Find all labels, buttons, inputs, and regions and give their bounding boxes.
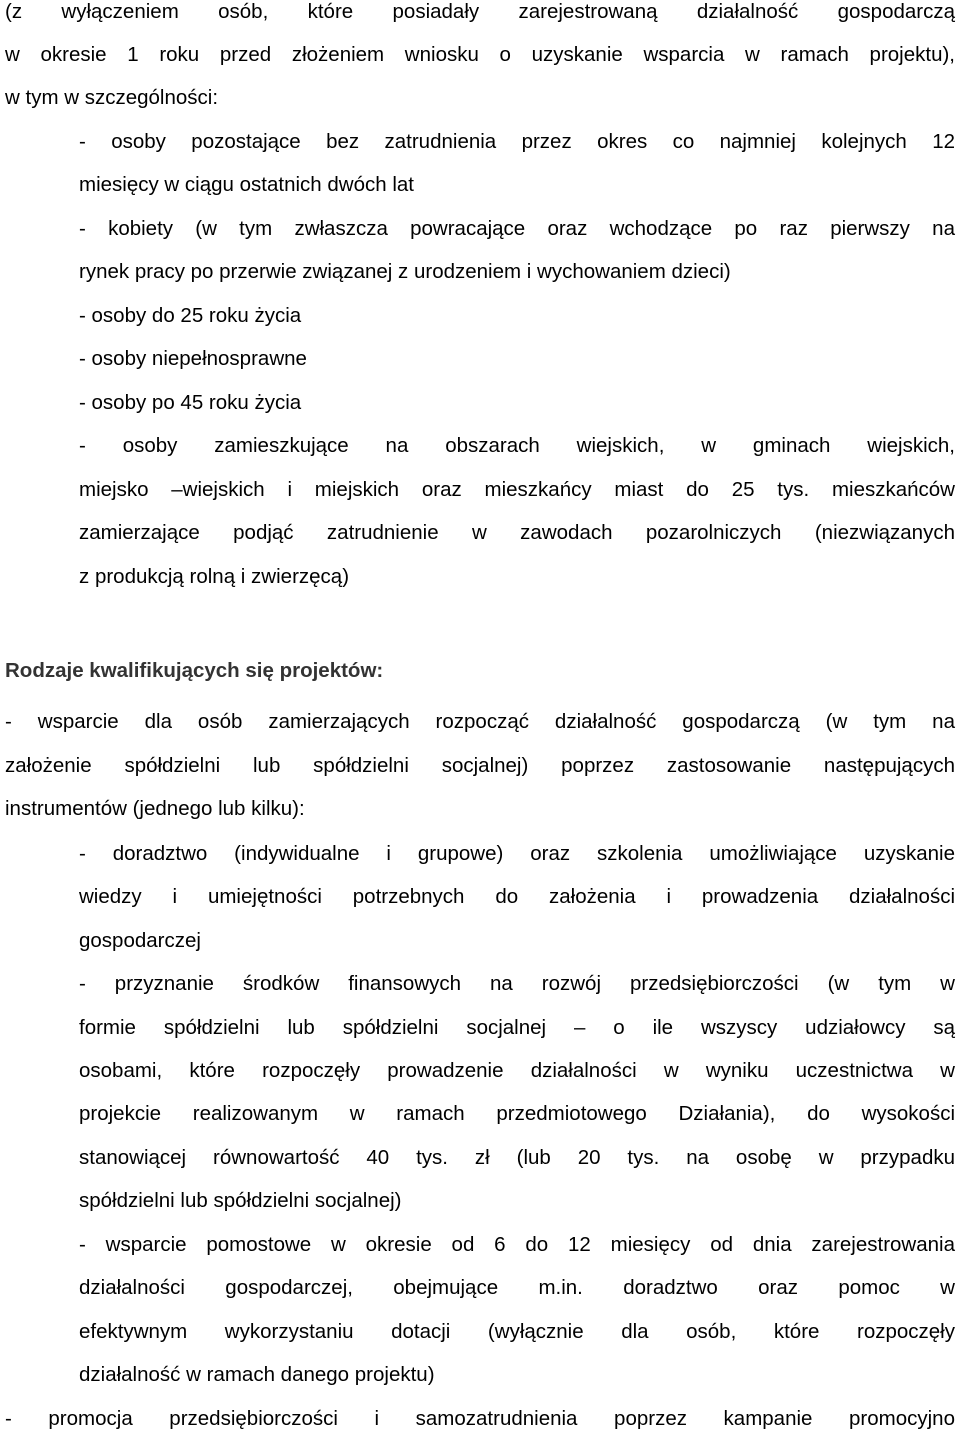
list-item: spółdzielni lub spółdzielni socjalnej) — [79, 1189, 402, 1212]
list-item: - osoby do 25 roku życia — [79, 304, 302, 327]
list-item: z produkcją rolną i zwierzęcą) — [79, 565, 350, 588]
list-item: - kobiety (w tym zwłaszcza powracające oraz wchodzące po raz pierwszy na — [79, 217, 955, 240]
intro-line: w tym w szczególności: — [5, 86, 219, 109]
intro-line: (z wyłączeniem osób, które posiadały zarejestrowaną działalność gospodarczą — [5, 0, 955, 23]
list-item: miesięcy w ciągu ostatnich dwóch lat — [79, 173, 414, 196]
list-item: - przyznanie środków finansowych na rozwój przedsiębiorczości (w tym w — [79, 972, 955, 995]
list-item: zamierzające podjąć zatrudnienie w zawodach pozarolniczych (niezwiązanych — [79, 521, 955, 544]
list-item: gospodarczej — [79, 929, 201, 952]
list-item: działalność w ramach danego projektu) — [79, 1363, 435, 1386]
intro-line: w okresie 1 roku przed złożeniem wniosku o uzyskanie wsparcia w ramach projektu), — [5, 43, 955, 66]
paragraph-line: - promocja przedsiębiorczości i samozatrudnienia poprzez kampanie promocyjno — [5, 1407, 955, 1430]
section-heading: Rodzaje kwalifikujących się projektów: — [5, 659, 384, 682]
list-item: - wsparcie pomostowe w okresie od 6 do 12 miesięcy od dnia zarejestrowania — [79, 1233, 955, 1256]
list-item: - osoby pozostające bez zatrudnienia przez okres co najmniej kolejnych 12 — [79, 130, 955, 153]
list-item: - doradztwo (indywidualne i grupowe) oraz szkolenia umożliwiające uzyskanie — [79, 842, 955, 865]
paragraph-line: instrumentów (jednego lub kilku): — [5, 797, 305, 820]
list-item: formie spółdzielni lub spółdzielni socjalnej – o ile wszyscy udziałowcy są — [79, 1016, 955, 1039]
list-item: rynek pracy po przerwie związanej z urodzeniem i wychowaniem dzieci) — [79, 260, 731, 283]
list-item: miejsko –wiejskich i miejskich oraz mieszkańcy miast do 25 tys. mieszkańców — [79, 478, 955, 501]
paragraph-line: - wsparcie dla osób zamierzających rozpocząć działalność gospodarczą (w tym na — [5, 710, 955, 733]
list-item: wiedzy i umiejętności potrzebnych do założenia i prowadzenia działalności — [79, 885, 955, 908]
list-item: projekcie realizowanym w ramach przedmiotowego Działania), do wysokości — [79, 1102, 955, 1125]
list-item: - osoby zamieszkujące na obszarach wiejskich, w gminach wiejskich, — [79, 434, 955, 457]
list-item: - osoby po 45 roku życia — [79, 391, 302, 414]
list-item: osobami, które rozpoczęły prowadzenie działalności w wyniku uczestnictwa w — [79, 1059, 955, 1082]
list-item: stanowiącej równowartość 40 tys. zł (lub 20 tys. na osobę w przypadku — [79, 1146, 955, 1169]
list-item: działalności gospodarczej, obejmujące m.in. doradztwo oraz pomoc w — [79, 1276, 955, 1299]
list-item: - osoby niepełnosprawne — [79, 347, 307, 370]
list-item: efektywnym wykorzystaniu dotacji (wyłącznie dla osób, które rozpoczęły — [79, 1320, 955, 1343]
paragraph-line: założenie spółdzielni lub spółdzielni socjalnej) poprzez zastosowanie następujących — [5, 754, 955, 777]
